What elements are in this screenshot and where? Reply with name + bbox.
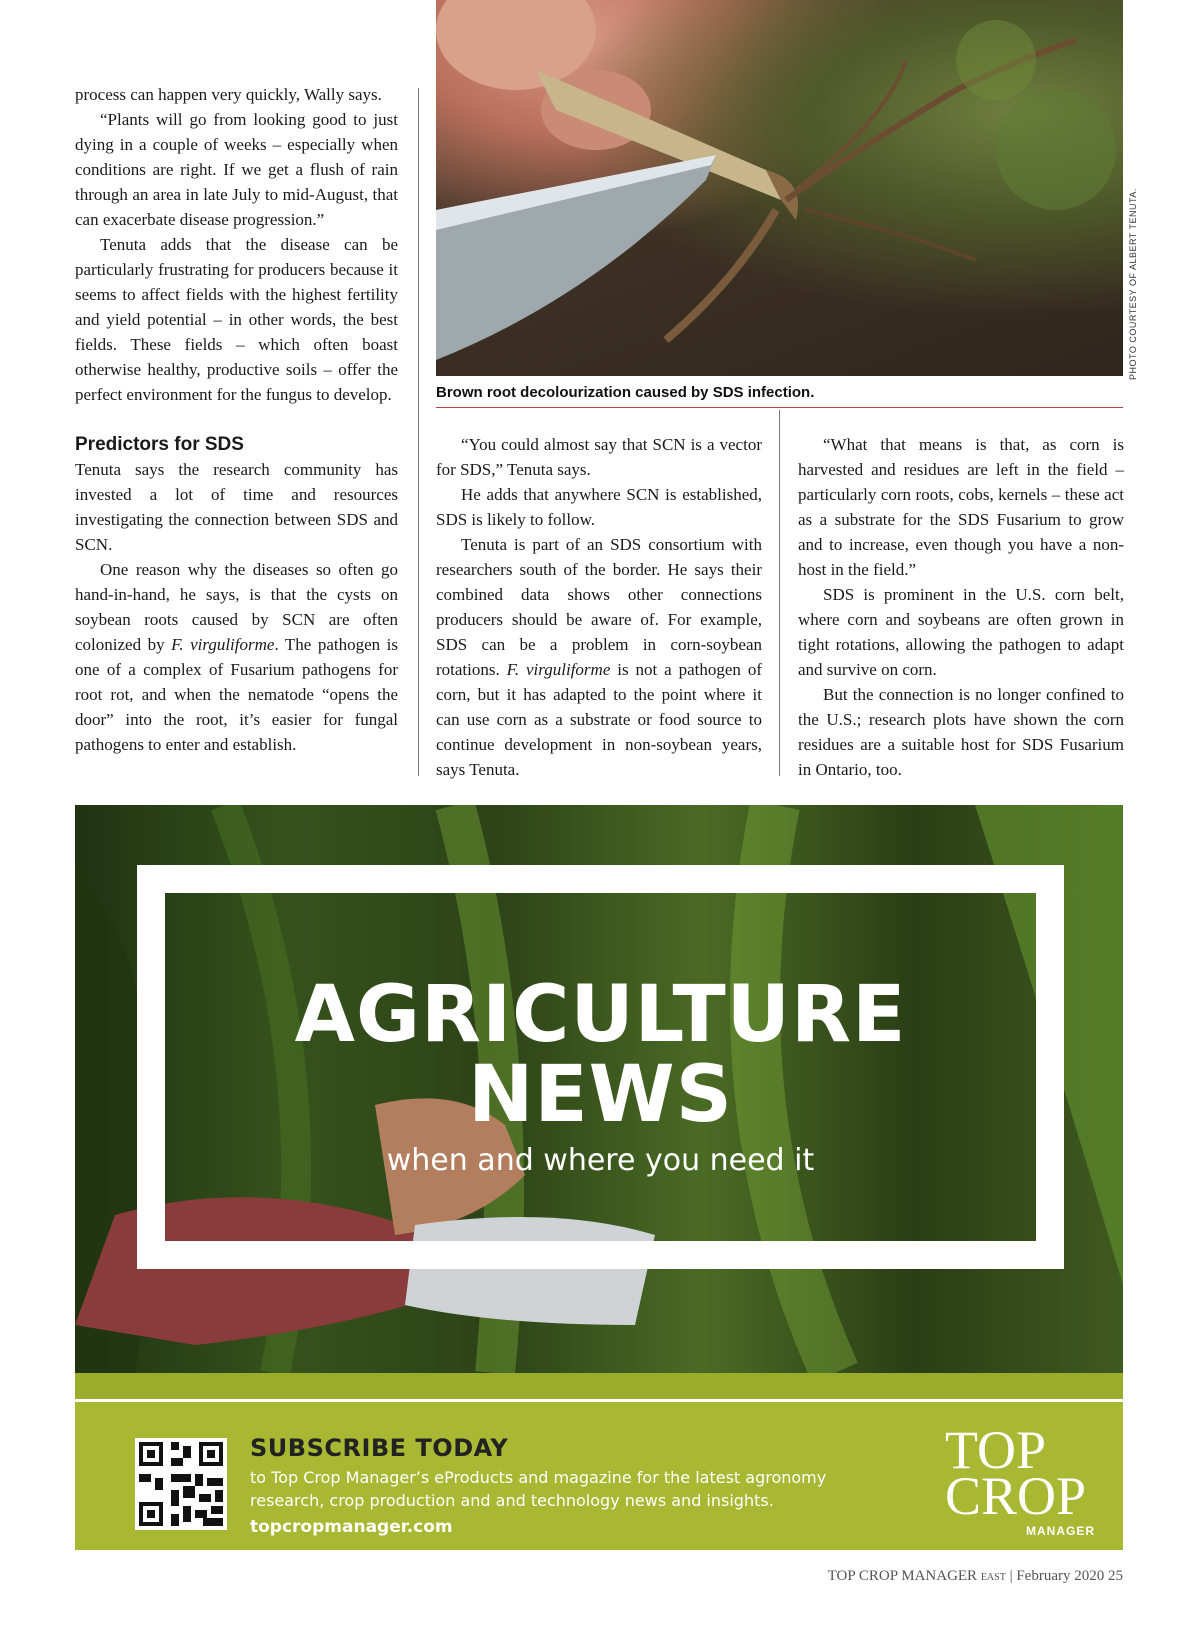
ad-headline: AGRICULTURE: [294, 970, 907, 1060]
paragraph: “You could almost say that SCN is a vector for SDS,” Tenuta says.: [436, 435, 762, 479]
species-name: F. virguliforme: [506, 660, 611, 679]
paragraph: Tenuta adds that the disease can be particularly frustrating for producers because it seems to affect fields with the highest fertility and yield potential – in other words, the best fields. These fields – which often boast otherwise healthy, productive soils – offer the perfect environment for the fungus to develop.: [75, 235, 398, 404]
top-crop-manager-logo: TOP CROP MANAGER: [945, 1420, 1095, 1538]
ad-stripe: [75, 1373, 1123, 1399]
paragraph: “What that means is that, as corn is harvested and residues are left in the field – particularly corn roots, cobs, kernels – these act as a substrate for the SDS Fusarium to grow and to increase, even though you have a non-host in the field.”: [798, 435, 1124, 579]
paragraph: SDS is prominent in the U.S. corn belt, where corn and soybeans are often grown in tight rotations, allowing the pathogen to adapt and survive on corn.: [798, 585, 1124, 679]
article-column-3: [798, 432, 1124, 782]
caption-rule: [436, 407, 1123, 408]
issue-date: February 2020: [1016, 1568, 1105, 1584]
footer-separator: |: [1009, 1568, 1013, 1584]
article-column-1: [75, 82, 398, 757]
qr-code-icon[interactable]: [135, 1438, 227, 1530]
paragraph: He adds that anywhere SCN is established, SDS is likely to follow.: [436, 485, 762, 529]
paragraph: But the connection is no longer confined to the U.S.; research plots have shown the corn residues are a suitable host for SDS Fusarium in Ontario, too.: [798, 685, 1124, 779]
section-subhead: Predictors for SDS: [75, 434, 244, 455]
page-number: 25: [1108, 1568, 1123, 1584]
article-column-2: [436, 432, 762, 782]
root-photo: [436, 0, 1123, 376]
paragraph: “Plants will go from looking good to just dying in a couple of weeks – especially when conditions are right. If we get a flush of rain through an area in late July to mid-August, that can exacerbate disease progression.”: [75, 110, 398, 229]
edition: EAST: [980, 1572, 1006, 1583]
ad-tagline: when and where you need it: [386, 1143, 815, 1178]
column-divider: [418, 88, 419, 776]
subscribe-text: to Top Crop Manager’s eProducts and magazine for the latest agronomy research, crop production and and technology news and insights.: [250, 1468, 827, 1510]
subscribe-link[interactable]: topcropmanager.com: [250, 1517, 453, 1537]
page-footer: [828, 1568, 1123, 1585]
paragraph: Tenuta is part of an SDS consortium with researchers south of the border. He says their combined data shows other connections producers should be aware of. For example, SDS can be a problem in corn-soybean rotations. F. virguliforme is not a pathogen of corn, but it has adapted to the point where it can use corn as a substrate or food source to continue development in non-soybean years, says Tenuta.: [436, 535, 762, 779]
subscribe-bar: [75, 1402, 1123, 1550]
publication-name: TOP CROP MANAGER: [827, 1568, 978, 1584]
paragraph: Tenuta says the research community has invested a lot of time and resources investigating the connection between SDS and SCN.: [75, 460, 398, 554]
subscription-ad[interactable]: [75, 805, 1123, 1550]
subscribe-title: SUBSCRIBE TODAY: [250, 1434, 509, 1462]
paragraph: process can happen very quickly, Wally says.: [75, 85, 382, 104]
species-name: F. virguliforme: [171, 635, 275, 654]
ad-headline: NEWS: [468, 1050, 733, 1140]
paragraph: One reason why the diseases so often go hand-in-hand, he says, is that the cysts on soybean roots caused by SCN are often colonized by F. virguliforme. The pathogen is one of a complex of Fusarium pathogens for root rot, and when the nematode “opens the door” into the root, it’s easier for fungal pathogens to enter and establish.: [75, 560, 398, 754]
photo-credit: PHOTO COURTESY OF ALBERT TENUTA.: [1128, 188, 1138, 380]
column-divider: [779, 410, 780, 776]
photo-caption: Brown root decolourization caused by SDS infection.: [436, 384, 815, 401]
